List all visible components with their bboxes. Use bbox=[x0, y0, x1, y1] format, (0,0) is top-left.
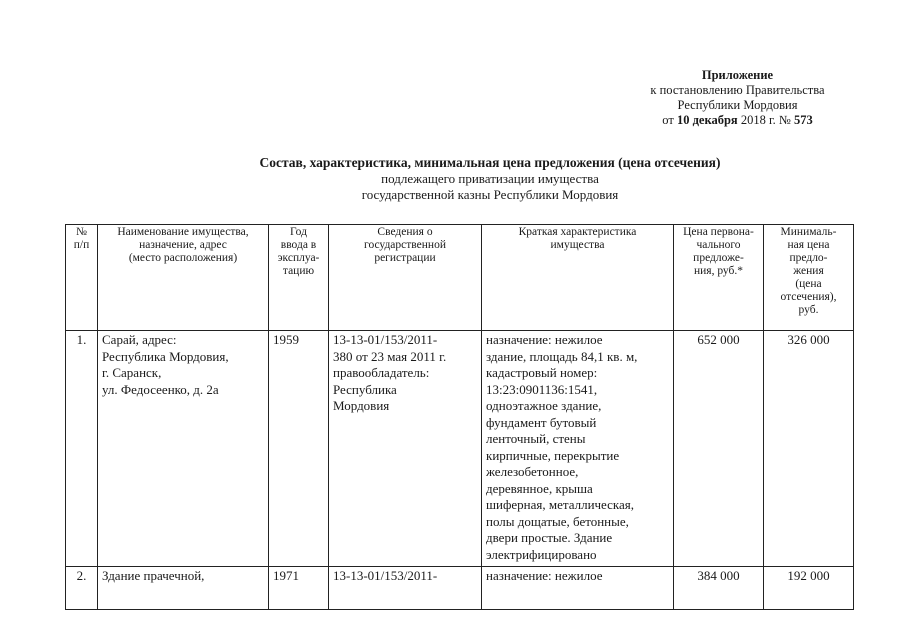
annex-date-value: 10 декабря bbox=[676, 113, 738, 127]
row-number: 2. bbox=[66, 567, 98, 610]
title-line1: Состав, характеристика, минимальная цена предложения (цена отсечения) bbox=[259, 155, 721, 170]
header-name: Наименование имущества, назначение, адрес (место расположения) bbox=[98, 225, 269, 331]
annex-date-year: 2018 г. № bbox=[740, 113, 791, 127]
annex-line2: Республики Мордовия bbox=[677, 98, 798, 112]
header-number: № п/п bbox=[66, 225, 98, 331]
header-min-price: Минималь- ная цена предло- жения (цена отсечения), руб. bbox=[764, 225, 854, 331]
row-name: Сарай, адрес: Республика Мордовия, г. Саранск, ул. Федосеенко, д. 2а bbox=[98, 331, 269, 567]
header-registration: Сведения о государственной регистрации bbox=[329, 225, 482, 331]
row-initial-price: 384 000 bbox=[674, 567, 764, 610]
row-description: назначение: нежилое bbox=[482, 567, 674, 610]
row-year: 1959 bbox=[269, 331, 329, 567]
annex-block bbox=[600, 68, 875, 128]
table-row bbox=[66, 331, 854, 567]
annex-line1: к постановлению Правительства bbox=[650, 83, 825, 97]
row-number: 1. bbox=[66, 331, 98, 567]
table-row bbox=[66, 567, 854, 610]
row-min-price: 326 000 bbox=[764, 331, 854, 567]
annex-date-prefix: от bbox=[662, 113, 674, 127]
row-registration: 13-13-01/153/2011- 380 от 23 мая 2011 г. правообладатель: Республика Мордовия bbox=[329, 331, 482, 567]
title-line2: подлежащего приватизации имущества bbox=[381, 171, 599, 186]
row-name: Здание прачечной, bbox=[98, 567, 269, 610]
annex-date-line bbox=[600, 113, 875, 128]
row-year: 1971 bbox=[269, 567, 329, 610]
annex-heading: Приложение bbox=[701, 68, 774, 82]
row-registration: 13-13-01/153/2011- bbox=[329, 567, 482, 610]
header-year: Год ввода в эксплуа- тацию bbox=[269, 225, 329, 331]
table-header-row bbox=[66, 225, 854, 331]
annex-number: 573 bbox=[793, 113, 813, 127]
row-min-price: 192 000 bbox=[764, 567, 854, 610]
header-initial-price: Цена первона- чального предложе- ния, руб.* bbox=[674, 225, 764, 331]
row-description: назначение: нежилое здание, площадь 84,1 кв. м, кадастровый номер: 13:23:0901136:1541, одноэтажное здание, фундамент бутовый ленточный, стены кирпичные, перекрытие железобетонное, деревянное, крыша шиферная, металлическая, полы дощатые, бетонные, двери простые. Здание электрифицировано bbox=[482, 331, 674, 567]
property-table bbox=[65, 224, 854, 610]
row-initial-price: 652 000 bbox=[674, 331, 764, 567]
document-title bbox=[150, 155, 830, 203]
title-line3: государственной казны Республики Мордовия bbox=[361, 187, 619, 202]
header-description: Краткая характеристика имущества bbox=[482, 225, 674, 331]
